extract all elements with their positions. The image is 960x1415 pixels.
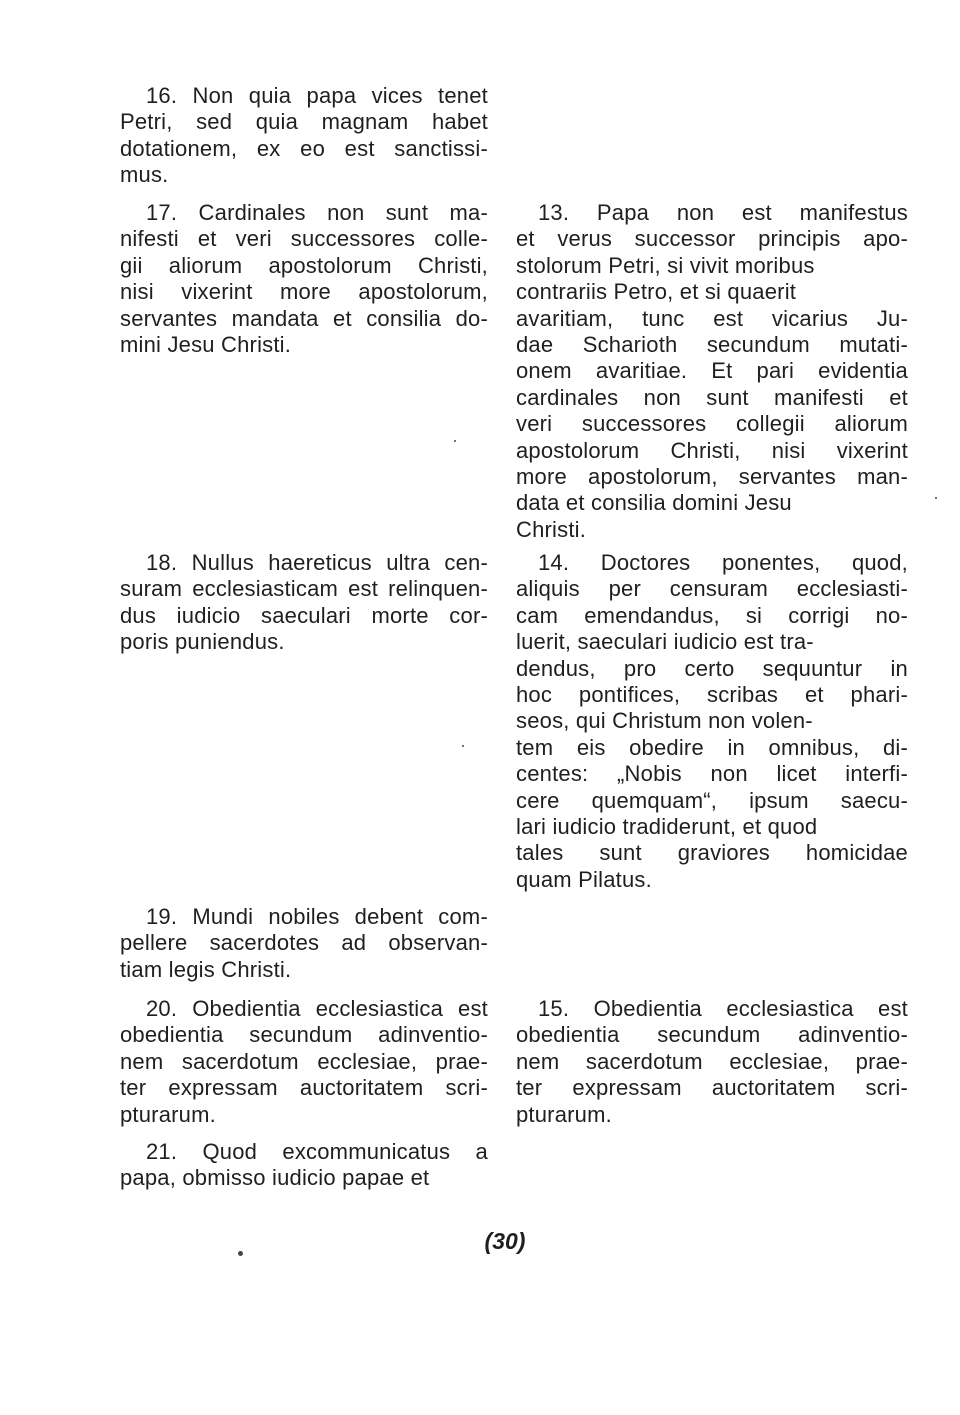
article-15 (516, 996, 908, 1128)
text-line: suram ecclesiasticam est relinquen- (120, 576, 488, 602)
text-line: avaritiam, tunc est vicarius Ju- (516, 305, 908, 331)
article-17 (120, 200, 488, 358)
text-line: contrariis Petro, et si quaerit (516, 279, 797, 305)
text-line: gii aliorum apostolorum Christi, (120, 252, 488, 278)
text-line: 18. Nullus haereticus ultra cen- (146, 550, 488, 575)
text-line: mini Jesu Christi. (120, 332, 292, 358)
scan-speck (238, 1251, 243, 1256)
text-line: 21. Quod excommunicatus a (146, 1139, 488, 1164)
text-line: veri successores collegii aliorum (516, 411, 908, 437)
text-line: servantes mandata et consilia do- (120, 305, 488, 331)
scan-speck (462, 745, 464, 747)
article-21 (120, 1139, 488, 1192)
text-line: dus iudicio saeculari morte cor- (120, 602, 488, 628)
text-line: Petri, sed quia magnam habet (120, 109, 488, 135)
text-line: 16. Non quia papa vices tenet (146, 83, 488, 108)
text-line: obedientia secundum adinventio- (516, 1022, 908, 1048)
text-line: stolorum Petri, si vivit moribus (516, 252, 815, 278)
text-line: papa, obmisso iudicio papae et (120, 1165, 430, 1191)
text-line: nisi vixerint more apostolorum, (120, 279, 488, 305)
scan-speck (935, 497, 937, 499)
text-line: ter expressam auctoritatem scri- (120, 1075, 488, 1101)
text-line: 15. Obedientia ecclesiastica est (538, 996, 908, 1021)
text-line: dendus, pro certo sequuntur in (516, 655, 908, 681)
text-line: aliquis per censuram ecclesiasti- (516, 576, 908, 602)
text-line: tiam legis Christi. (120, 956, 292, 982)
text-line: cardinales non sunt manifesti et (516, 384, 908, 410)
page-number: (30) (484, 1228, 526, 1254)
text-line: more apostolorum, servantes man- (516, 464, 908, 490)
text-line: pturarum. (516, 1101, 612, 1127)
article-13 (516, 200, 908, 543)
article-19 (120, 904, 488, 983)
text-line: lari iudicio tradiderunt, et quod (516, 814, 818, 840)
scan-speck (454, 440, 456, 442)
text-line: et verus successor principis apo- (516, 226, 908, 252)
text-line: 20. Obedientia ecclesiastica est (146, 996, 488, 1021)
text-line: dotationem, ex eo est sanctissi- (120, 135, 488, 161)
text-line: data et consilia domini Jesu (516, 490, 792, 516)
article-16 (120, 83, 488, 189)
text-line: obedientia secundum adinventio- (120, 1022, 488, 1048)
text-line: nem sacerdotum ecclesiae, prae- (516, 1048, 908, 1074)
text-line: 19. Mundi nobiles debent com- (146, 904, 488, 929)
text-line: seos, qui Christum non volen- (516, 708, 813, 734)
text-line: cam emendandus, si corrigi no- (516, 602, 908, 628)
text-line: poris puniendus. (120, 629, 285, 655)
text-line: centes: „Nobis non licet interfi- (516, 761, 908, 787)
text-line: 14. Doctores ponentes, quod, (538, 550, 908, 575)
text-line: mus. (120, 162, 169, 188)
article-20 (120, 996, 488, 1128)
text-line: nem sacerdotum ecclesiae, prae- (120, 1048, 488, 1074)
article-14 (516, 550, 908, 893)
text-line: apostolorum Christi, nisi vixerint (516, 437, 908, 463)
text-line: nifesti et veri successores colle- (120, 226, 488, 252)
text-line: cere quemquam“, ipsum saecu- (516, 787, 908, 813)
text-line: ter expressam auctoritatem scri- (516, 1075, 908, 1101)
text-line: luerit, saeculari iudicio est tra- (516, 629, 814, 655)
text-line: onem avaritiae. Et pari evidentia (516, 358, 908, 384)
text-line: pellere sacerdotes ad observan- (120, 930, 488, 956)
text-line: 13. Papa non est manifestus (538, 200, 908, 225)
text-line: tem eis obedire in omnibus, di- (516, 734, 908, 760)
article-18 (120, 550, 488, 656)
text-line: tales sunt graviores homicidae (516, 840, 908, 866)
text-line: Christi. (516, 516, 587, 542)
text-line: hoc pontifices, scribas et phari- (516, 682, 908, 708)
text-line: quam Pilatus. (516, 866, 652, 892)
text-line: 17. Cardinales non sunt ma- (146, 200, 488, 225)
text-line: dae Scharioth secundum mutati- (516, 332, 908, 358)
text-line: pturarum. (120, 1101, 216, 1127)
